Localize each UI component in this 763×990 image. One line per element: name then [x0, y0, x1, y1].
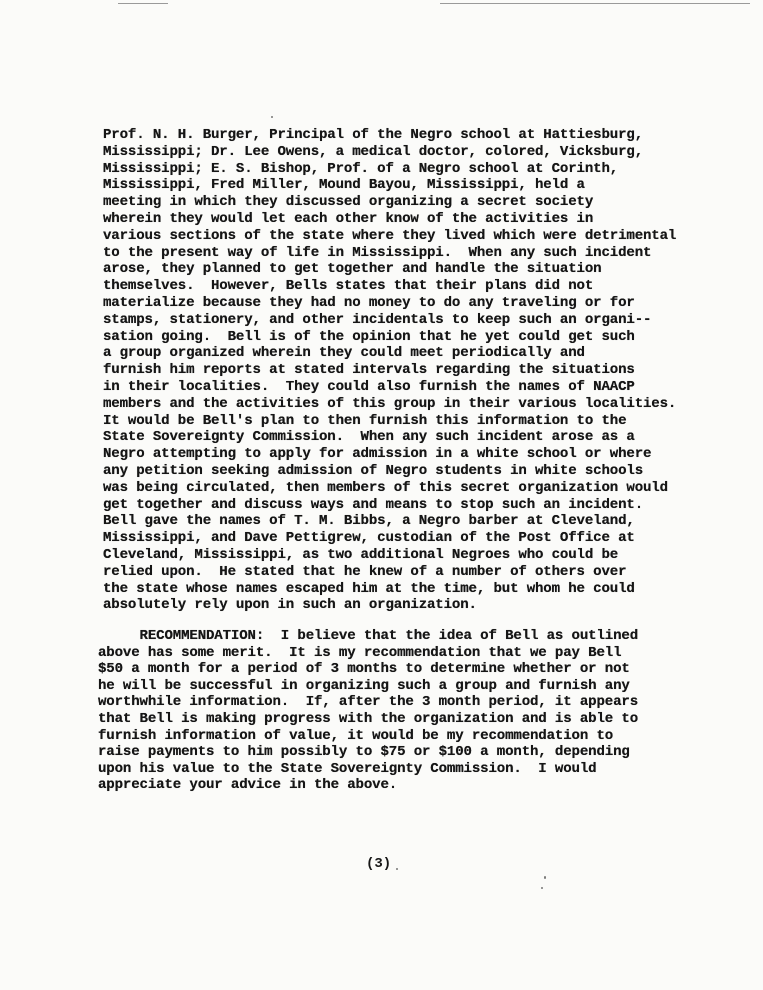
paragraph-1-line: arose, they planned to get together and handle the situation — [103, 261, 602, 278]
paragraph-1-line: furnish him reports at stated intervals regarding the situations — [103, 362, 635, 379]
scan-speck — [544, 876, 546, 879]
paragraph-2-line: RECOMMENDATION: I believe that the idea of Bell as outlined — [98, 628, 638, 644]
paragraph-2-line: upon his value to the State Sovereignty Commission. I would — [98, 760, 597, 777]
paragraph-2-line: furnish information of value, it would be my recommendation to — [98, 727, 614, 744]
paragraph-1-line: State Sovereignty Commission. When any such incident arose as a — [103, 429, 635, 446]
paragraph-1-line: meeting in which they discussed organizing a secret society — [103, 194, 594, 211]
paragraph-1-line: Mississippi, Fred Miller, Mound Bayou, Mississippi, held a — [103, 177, 585, 194]
paragraph-2-line: that Bell is making progress with the organization and is able to — [98, 711, 638, 727]
paragraph-1-line: Cleveland, Mississippi, as two additional Negroes who could be — [103, 547, 619, 563]
scan-speck — [271, 116, 273, 118]
paragraph-1-line: was being circulated, then members of this secret organization would — [103, 479, 668, 496]
paragraph-1-line: Mississippi; Dr. Lee Owens, a medical doctor, colored, Vicksburg, — [103, 143, 643, 160]
paragraph-2-line: appreciate your advice in the above. — [98, 777, 398, 794]
paragraph-1-line: various sections of the state where they lived which were detrimental — [103, 227, 677, 244]
paragraph-2-line: raise payments to him possibly to $75 or $100 a month, depending — [98, 744, 630, 761]
paragraph-1-line: members and the activities of this group in their various localities. — [103, 395, 677, 412]
paragraph-1-line: absolutely rely upon in such an organization. — [103, 597, 477, 614]
paragraph-1-line: relied upon. He stated that he knew of a number of others over — [103, 563, 627, 580]
paragraph-1-line: wherein they would let each other know of the activities in — [103, 211, 594, 227]
paragraph-1-line: Mississippi; E. S. Bishop, Prof. of a Negro school at Corinth, — [103, 160, 619, 177]
paragraph-2-line: worthwhile information. If, after the 3 month period, it appears — [98, 694, 638, 711]
paragraph-1-line: get together and discuss ways and means to stop such an incident. — [103, 496, 643, 513]
paragraph-1-line: the state whose names escaped him at the time, but whom he could — [103, 580, 635, 597]
paragraph-2-line: $50 a month for a period of 3 months to determine whether or not — [98, 661, 630, 678]
paragraph-1-line: Bell gave the names of T. M. Bibbs, a Negro barber at Cleveland, — [103, 513, 635, 530]
scan-edge-mark — [440, 3, 750, 4]
paragraph-2-line: he will be successful in organizing such a group and furnish any — [98, 677, 630, 694]
paragraph-1-line: It would be Bell's plan to then furnish this information to the — [103, 412, 627, 429]
paragraph-1-line: in their localities. They could also furnish the names of NAACP — [103, 379, 635, 395]
paragraph-1-line: Mississippi, and Dave Pettigrew, custodian of the Post Office at — [103, 530, 635, 547]
paragraph-1-line: to the present way of life in Mississippi. When any such incident — [103, 244, 652, 261]
paragraph-1-line: a group organized wherein they could meet periodically and — [103, 345, 585, 362]
paragraph-1-line: Negro attempting to apply for admission in a white school or where — [103, 446, 652, 463]
paragraph-1-line: themselves. However, Bells states that their plans did not — [103, 278, 594, 295]
paragraph-1-line: stamps, stationery, and other incidentals to keep such an organi-- — [103, 311, 652, 328]
paragraph-1-line: any petition seeking admission of Negro students in white schools — [103, 463, 643, 479]
paragraph-2-line: above has some merit. It is my recommendation that we pay Bell — [98, 644, 622, 661]
scan-speck — [396, 868, 398, 870]
paragraph-1-line: Prof. N. H. Burger, Principal of the Negro school at Hattiesburg, — [103, 127, 643, 143]
page-number: (3) — [366, 856, 392, 872]
paragraph-1-line: materialize because they had no money to do any traveling or for — [103, 295, 635, 311]
scan-edge-mark — [118, 3, 168, 4]
scan-speck — [541, 887, 543, 889]
paragraph-1-line: sation going. Bell is of the opinion that he yet could get such — [103, 328, 635, 345]
